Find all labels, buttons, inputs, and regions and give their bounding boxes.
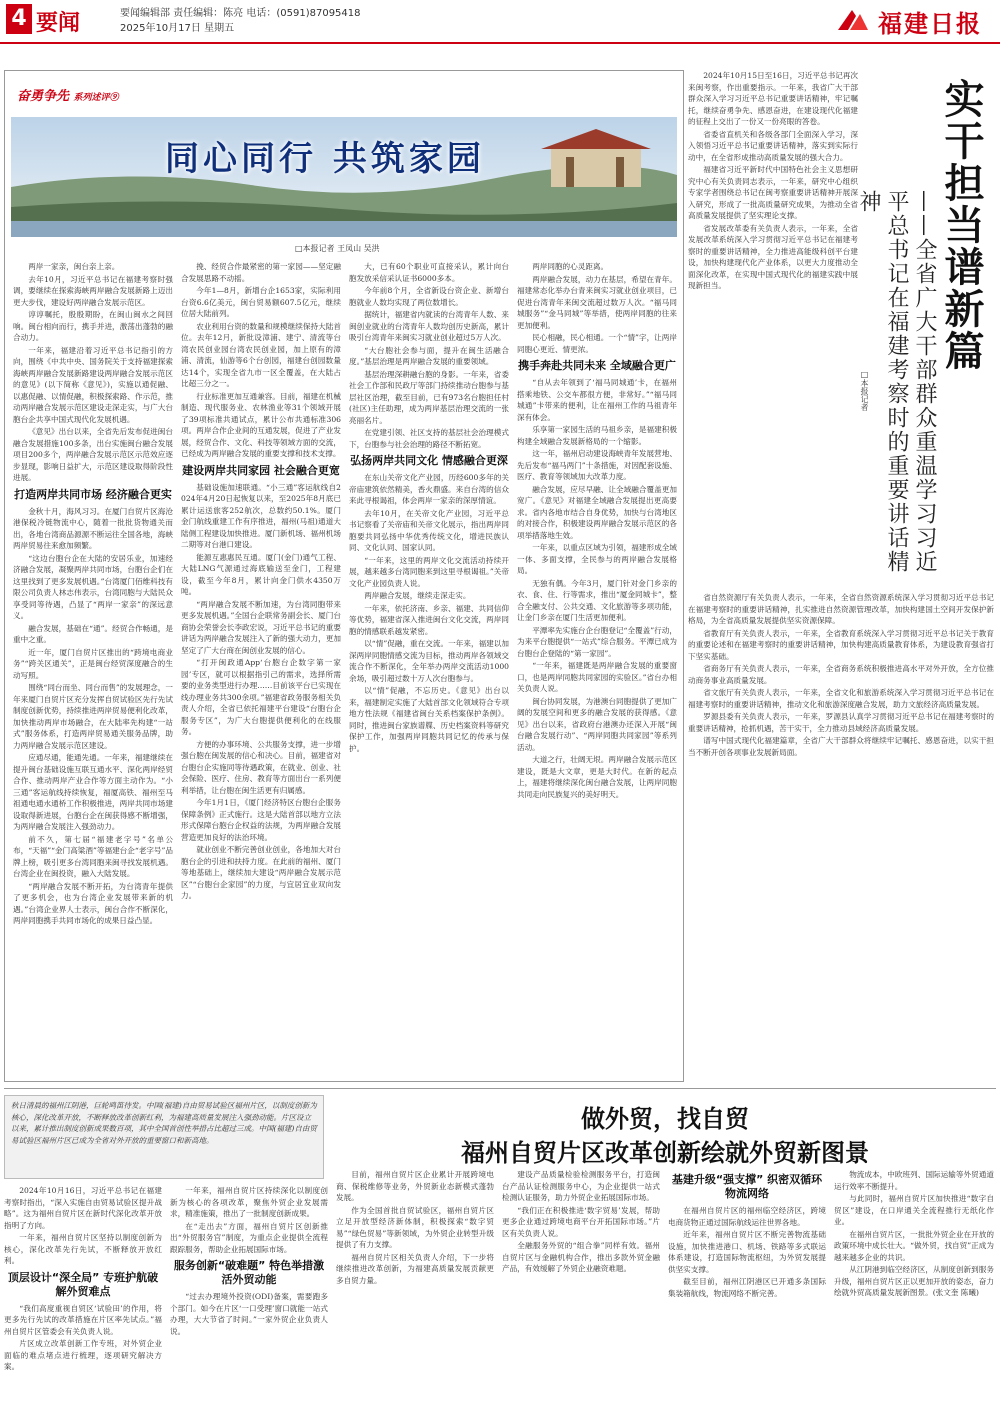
paragraph: 福州自贸片区相关负责人介绍，下一步将继续推进改革创新，为福建高质量发展贡献更多自贸力量。 [336,1252,494,1285]
paragraph: 今年前8个月，全省新设台资企业、新增台胞就业人数均实现了两位数增长。 [349,286,509,307]
paragraph: 一年来，福州自贸片区持续深化以制度创新为核心的各项改革，聚焦外贸企业发展需求，精准施策，推出了一批制度创新成果。 [170,1186,328,1218]
paragraph: “过去办理境外投资(ODI)备案，需要跑多个部门。如今在片区‘一口受理’窗口就能一站式办理，大大节省了时间。”一家外贸企业负责人说。 [170,1292,328,1336]
subheading: 弘扬两岸共同文化 情感融合更深 [350,454,508,467]
main-byline: □本报记者 王凤山 吴洪 [295,244,380,253]
paragraph: “大台胞社会参与面，提升在闽生活融合度。”基层治理是两岸融合发展的重要领域。 [349,345,509,366]
paragraph: 能源互惠惠民互通。厦门(金门)通气工程、大陆LNG气源通过海底输送至金门，工程建设，截至今年8月，累计向金门供水4350万吨。 [181,552,341,596]
paragraph: 省自然资源厅有关负责人表示，一年来，全省自然资源系统深入学习贯彻习近平总书记在福建考察时的重要讲话精神，扎实推进自然资源管理改革，加快构建国土空间开发保护新格局，为全省高质量发展提供坚实资源保障。 [688,593,994,625]
paragraph: 两岸融合发展，动力在基层，希望在青年。福建常态化举办台青来闽实习就业创业项目，已促进台湾青年来闽交流超过数万人次。“福马同城服务”“金马同城”等举措，使两岸同胞的往来更加便利。 [517,274,677,330]
paragraph: “自从去年领到了‘福马同城通’卡，在福州搭乘地铁、公交车都很方便，非常好。”“福马同城通”卡带来的便利，让在福州工作的马祖青年深有体会。 [517,378,677,422]
paragraph: 目前，福州自贸片区企业累计开展跨境电商、保税维修等业务，外贸新业态新模式蓬勃发展。 [336,1170,494,1202]
editor-line: 要闻编辑部 责任编辑：陈亮 电话：(0591)87095418 [120,8,361,19]
main-column-1 [13,261,173,1076]
paragraph: 大道之行，壮阔无垠。两岸融合发展示范区建设，既是大文章，更是大时代。在新的起点上，福建将继续深化闽台融合发展，让两岸同胞共同走向民族复兴的美好明天。 [517,755,677,799]
side-headline: 实干担当谱新篇 [938,78,985,372]
paragraph: “两岸融合发展不断开拓，为台湾青年提供了更多机会，也为台湾企业发展带来新的机遇。”台湾企业界人士表示，闽台合作不断深化，两岸同胞携手共同市场化的成果日益凸显。 [13,881,173,925]
paragraph: 乐享第一家园生活的马祖乡亲，是福建积极构建全域融合发展新格局的一个缩影。 [517,425,677,446]
page-number: 4 [6,4,32,34]
paragraph: 在福州自贸片区，一批批外贸企业在开放的政策环境中成长壮大。“做外贸，找自贸”正成为越来越多企业的共识。 [834,1229,994,1262]
paragraph: “我们高度重视自贸区‘试验田’的作用，将更多先行先试的改革措施在片区率先试点。”福州自贸片区管委会有关负责人说。 [4,1303,162,1336]
paragraph: 去年10月，习近平总书记在福建考察时强调，要继续在探索海峡两岸融合发展新路上迈出更大步伐，建设好两岸融合发展示范区。 [13,274,173,307]
main-article [4,70,684,1082]
paragraph: 两岸融合发展，继续走深走实。 [364,591,471,600]
paragraph: 谆谆嘱托，殷殷期盼，在闽山闽水之间回响。闽台相向而行，携手并进，激荡出蓬勃的融合动力。 [13,310,173,342]
subheading: 建设两岸共同家园 社会融合更宽 [182,463,340,477]
subheading: 打造两岸共同市场 经济融合更实 [14,487,172,501]
paragraph: 物流成本，中欧班列、国际运输等外贸通道运行效率不断提升。 [834,1170,994,1191]
lower-column-4 [502,1169,660,1421]
paragraph: 《意见》出台以来，全省先后发布促进闽台融合发展措施100多条，出台实施闽台融合发展项目200多个，两岸融合发展示范区示范效应逐步显现，影响日益扩大，示范区建设取得阶段性进展。 [13,427,173,482]
paragraph: 截至目前，福州江阴港区已开通多条国际集装箱航线，物流网络不断完善。 [668,1277,826,1298]
paragraph: 这一年，福州启动建设海峡青年发展营地、先后发布“福马两门”十条措施，对因配套设施、医疗、教育等领域加大改革力度。 [517,449,677,481]
paragraph: 今年1—8月，新增台企1653家，实际利用台资6.6亿美元，闽台贸易额607.5亿元，继续位居大陆前列。 [181,286,341,318]
side-subheadline: ——全省广大干部群众重温学习习近平总书记在福建考察时的重要讲话精神 [856,190,937,574]
lower-column-1 [4,1185,162,1421]
series-label [17,85,119,104]
paragraph: “两岸融合发展不断加速，为台湾同胞带来更多发展机遇。”全国台企联常务副会长、厦门台商协会荣誉会长李政宏说，习近平总书记的重要讲话为两岸融合发展注入了新的强大动力，更加坚定了广大台商在闽创业发展的信心。 [181,599,341,655]
paragraph: 一年来，福建沿着习近平总书记指引的方向，围绕《中共中央、国务院关于支持福建探索海峡两岸融合发展新路建设两岸融合发展示范区的意见》(以下简称《意见》)，实施以通促融、以惠促融、以情促融，积极探索路、作示范，推动两岸融合发展示范区建设走深走实，与广大台胞台企共享中国式现代化发展机遇。 [13,345,173,424]
side-column-bottom [688,592,994,1080]
paragraph: 两岸同胞的心灵距离。 [532,262,609,271]
lower-column-5 [668,1169,826,1421]
series-name: 奋勇争先 [17,89,70,104]
paragraph: 融合发展，基础在“通”。经贸合作畅通，是重中之重。 [13,623,173,644]
lower-subheadline: 福州自贸片区改革创新绘就外贸新图景 [461,1138,869,1167]
subheading: 顶层设计“深全局” 专班护航破解外贸难点 [7,1270,159,1298]
paragraph: 平潭率先实施台企台胞登记“全覆盖”行动，为来平台胞提供“一站式”综合服务。平潭已成为台胞台企登陆的“第一家园”。 [517,625,677,658]
paragraph: 省商务厅有关负责人表示，一年来，全省商务系统积极推进高水平对外开放，全方位推动商务事业高质量发展。 [688,664,994,685]
paragraph: 在“走出去”方面，福州自贸片区创新推出“外贸服务官”制度，为重点企业提供全流程跟踪服务，帮助企业拓展国际市场。 [170,1221,328,1254]
subheading: 基建升级“强支撑” 织密双循环物流网络 [671,1173,823,1200]
section-name: 要闻 [36,11,81,36]
lower-column-3 [336,1169,494,1421]
series-tag: 系列述评⑨ [73,93,119,103]
paragraph: “我们正在积极推进‘数字贸易’发展，帮助更多企业通过跨境电商平台开拓国际市场。”片区有关负责人说。 [502,1205,660,1238]
paragraph: 近一年，厦门自贸片区推出的“跨境电商业务”“跨关区通关”，正是闽台经贸深度融合的生动写照。 [13,647,173,680]
paragraph: 在党建引领、社区支持的基层社会治理模式下，台胞参与社会治理的路径不断拓宽。 [349,428,509,449]
main-column-2 [181,261,341,1076]
paragraph: 农业利用台资的数量和规模继续保持大陆首位。去年12月，新批设漳浦、建宁、清流等台湾农民创业园台湾农民创业园，加上原有的漳浦、清流，仙游等6个台创园，福建台创园数量达14个，实现全省九市一区全覆盖，在大陆占比超三分之一。 [181,321,341,388]
paragraph: 罗源县委有关负责人表示，一年来，罗源县认真学习贯彻习近平总书记在福建考察时的重要讲话精神，抢抓机遇，苦干实干，全力推动县域经济高质量发展。 [688,712,994,733]
paragraph: 民心相融，民心相通。一个“情”字，让两岸同胞心更近、情更浓。 [517,333,677,354]
paragraph: 省委省直机关和各级各部门全面深入学习，深入领悟习近平总书记重要讲话精神，落实到实际行动中，在全省形成推动高质量发展的强大合力。 [688,129,858,162]
paragraph: 据统计，福建省内就读的台湾青年人数、来闽创业就业的台湾青年人数均创历史新高，累计吸引台湾青年来闽实习就业创业超过5万人次。 [349,310,509,342]
paragraph: 应通尽通，能通先通。一年来，福建继续在提升闽台基础设施互联互通水平、深化两岸经贸合作、推动两岸产业合作等方面主动作为。“小三通”客运航线持续恢复，福厦高铁、福州至马祖通电通水通桥工作积极推进，两岸共同市场建设取得新进展，台胞台企在闽获得感不断增强，为两岸融合发展注入强劲动力。 [13,753,173,831]
lower-headline: 做外贸，找自贸 [581,1104,749,1133]
paragraph: 无独有偶。今年3月，厦门针对金门乡亲的衣、食、住、行等需求，推出“厦金同城卡”，整合全融支付、公共交通、文化旅游等多项功能，让金门乡亲在厦门生活更加便利。 [517,578,677,622]
paragraph: 基础设施加速联通。“小三通”客运航线自2024年4月20日起恢复以来，至2025年8月底已累计运送旅客252航次，总数约50.1%。厦门金门航线重建工作有序推进，福州(马祖)通道大陆侧工程建设加快推进。厦门新机场、福州机场二期等对台港口建设。 [181,482,341,549]
paragraph: 在福州自贸片区的福州临空经济区，跨境电商货物正通过国际航线运往世界各地。 [668,1206,826,1227]
paragraph: 2024年10月16日，习近平总书记在福建考察时指出，“深入实施自由贸易试验区提升战略”。这为福州自贸片区在新时代深化改革开放指明了方向。 [4,1186,162,1230]
paragraph: 省教育厅有关负责人表示，一年来，全省教育系统深入学习贯彻习近平总书记关于教育的重要论述和在福建考察时的重要讲话精神，加快构建高质量教育体系，为建设教育强省打下坚实基础。 [688,628,994,661]
paragraph: 融合发展，应尽早融、让全域融合覆盖更加宽广。《意见》对福建全域融合发展提出更高要求。省内各地市结合自身优势，加快与台湾地区的对接合作，积极建设两岸融合发展示范区的各项举措落地生效。 [517,484,677,540]
paragraph: 建设产品质量检验检测服务平台，打造闽台产品认证检测服务中心，为企业提供一站式检测认证服务，助力外贸企业拓展国际市场。 [502,1170,660,1202]
paragraph: 前不久，第七届“福建老字号”名单公布，“天福”“金门高粱酒”等福建台企“老字号”品牌上榜，吸引更多台湾同胞来闽寻找发展机遇。台湾企业在闽投资，融入大陆发展。 [13,834,173,878]
lower-column-6 [834,1169,994,1421]
paragraph: “一年来，这里的两岸文化交流活动持续开展，越来越多台湾同胞来到这里寻根谒祖。”关帝文化产业园负责人说。 [349,555,509,588]
paragraph: 一年来，福州自贸片区坚持以制度创新为核心，深化改革先行先试，不断释放开放红利。 [4,1233,162,1265]
paragraph: 围绕“同台而坐、同台而售”的发展理念，一年来厦门自贸片区充分发挥自贸试验区先行先试制度创新优势，持续推进两岸贸易便利化改革，加快推动两岸市场融合，在大陆率先构建“一站式”服务体系，打造两岸贸易通关服务品牌，助力两岸融合发展示范区建设。 [13,683,173,750]
paragraph: 全融服务外贸的“组合拳”同样有效。福州自贸片区与金融机构合作，推出多款外贸金融产品，有效缓解了外贸企业融资难题。 [502,1241,660,1273]
paragraph: 福建省习近平新时代中国特色社会主义思想研究中心有关负责同志表示，一年来，研究中心组织专家学者围绕总书记在闽考察重要讲话精神开展深入研究，形成了一批高质量研究成果，为推动全省高质量发展提供了坚实理论支撑。 [688,165,858,220]
paragraph: “一年来，福建既是两岸融合发展的重要窗口，也是两岸同胞共同家园的实验区。”省台办相关负责人说。 [517,661,677,693]
subheading: 携手奔赴共同未来 全域融合更广 [518,359,676,372]
main-column-3 [349,261,509,1076]
paragraph: 去年10月，在关帝文化产业园，习近平总书记察看了关帝庙和关帝文化展示，指出两岸同胞要共同弘扬中华优秀传统文化，增进民族认同、文化认同、国家认同。 [349,508,509,552]
paragraph: 大，已有60个职业可直接采认，累计向台胞发放采信采认证书6000多本。 [349,262,509,283]
paragraph: 闽台协同发展，为港澳台同胞提供了更加广阔的发展空间和更多的融合发展的获得感。《意见》出台以来，省政府台港澳办还深入开展“闽台融合发展行动”、“两岸同胞共同家园”等系列活动。 [517,696,677,752]
paragraph: 一年来，以重点区域为引领，福建形成全域一体、多面支撑，全民参与的两岸融合发展格局。 [517,543,677,575]
lower-column-2 [170,1185,328,1421]
paragraph: 金秋十月，海风习习。在厦门自贸片区海沧港保税冷链物流中心，随着一批批货物通关而出，各地台湾商品源源不断运往全国各地，海峡两岸贸易往来愈加频繁。 [13,506,173,550]
paragraph: 两岸一家亲，闽台亲上亲。 [28,262,120,271]
lower-lead: 秋日清晨的福州江阴港，巨轮鸣笛待发。中国(福建)自由贸易试验区福州片区，以制度创新为核心，深化改革开放，不断释放改革创新红利，为福建高质量发展注入强劲动能。片区设立以来，累计推出制度创新成果数百项，其中全国首创性举措占比超过三成。中国(福建)自由贸易试验区福州片区已成为全省对外开放的重要窗口和新高地。 [4,1095,324,1179]
main-column-4 [517,261,677,1076]
newspaper-name: 福建日报 [878,9,982,38]
paragraph: 方便的办事环境、公共服务支撑，进一步增强台胞在闽发展的信心和决心。目前，福建省对台胞台企实施同等待遇政策，在就业、创业、社会保险、医疗、住房、教育等方面出台一系列便利举措，让台胞在闽生活更有归属感。 [181,739,341,795]
paragraph: 在东山关帝文化产业园，历经600多年的关帝庙建筑依然精美，香火鼎盛。来自台湾的信众来此寻根谒祖，体会两岸一家亲的深厚情谊。 [349,473,509,505]
paragraph: 省发展改革委有关负责人表示，一年来，全省发展改革系统深入学习贯彻习近平总书记在福建考察时的重要讲话精神，全力推进高能级科创平台建设，加快构建现代化产业体系，以更大力度推动全面深化改革，在实现中国式现代化的福建实践中展现新担当。 [688,223,858,290]
paragraph: 谱写中国式现代化福建篇章，全省广大干部群众将继续牢记嘱托、感恩奋进，以实干担当不断开创各项事业发展新局面。 [688,736,994,757]
paragraph: 从江阴港到临空经济区，从制度创新到服务升级，福州自贸片区正以更加开放的姿态，奋力绘就外贸高质量发展新图景。(张文奎 陈曦) [834,1265,994,1297]
side-column-top [688,70,858,370]
paragraph: 行业标准更加互通兼容。目前，福建在机械制造、现代服务业、农林渔业等31个领域开展了39项标准共通试点，累计公布共通标准306项。两岸合作企业间的互通发展，促进了产业发展，经贸合作、文化、科技等领域方面的交流，已经成为两岸融合发展的重要支撑和技术支撑。 [181,391,341,458]
paragraph: 以“情”促融，不忘历史。《意见》出台以来，福建制定实施了大陆首部文化领域符合专项地方性法规《福建省闽台关系档案保护条例》。同时，推进闽台家族谱牒、历史档案资料等研究保护工作，加强两岸同胞共同记忆的传承与保护。 [349,686,509,753]
paragraph: “这边台胞台企在大陆的安居乐业，加速经济融合发展，凝聚两岸共同市场，台胞台企们在这里找到了更多发展机遇。”台湾厦门佰维科技有限公司负责人林志伟表示，台湾同胞与大陆民众享受同等待遇，凸显了“两岸一家亲”的深远意义。 [13,553,173,620]
paragraph: “打开闽政通App‘台胞台企数字第一家园’专区，就可以根据指引己的需求，选择所需要的业务类型进行办理……目前该平台已实现在线办理业务共300余项。”福建省政务服务相关负责人介绍，全省已依托福建平台建设“台胞台企服务专区”，为广大台胞提供便利化的在线服务。 [181,658,341,736]
paragraph: 一年来，依托济南、乡亲、福建、共同信仰等优势，福建省深入推进闽台文化交流，两岸同胞的情感联系越发紧密。 [349,603,509,636]
paragraph: 2024年10月15日至16日，习近平总书记再次来闽考察，作出重要指示。一年来，我省广大干部群众深入学习习近平总书记重要讲话精神，牢记嘱托，继续奋勇争先、感恩奋进，在建设现代化福建的征程上交出了一份又一份亮眼的答卷。 [688,71,858,126]
paragraph: 就业创业不断完善创业创业，各地加大对台胞台企的引进和扶持力度。在此前的福州、厦门等地基础上，继续加大建设“两岸融合发展示范区”“台胞台企家园”的力度，与宜居宜业双向发力。 [181,845,341,900]
date-line: 2025年10月17日 星期五 [120,23,235,34]
side-byline: □本报记者 [860,370,869,411]
lower-article [4,1088,996,1424]
paragraph: 近年来，福州自贸片区不断完善物流基础设施，加快推进港口、机场、铁路等多式联运体系建设，打造国际物流枢纽，为外贸发展提供坚实支撑。 [668,1230,826,1274]
paragraph: 作为全国首批自贸试验区，福州自贸片区立足开放型经济新体制，积极探索“数字贸易”“绿色贸易”等新领域，为外贸企业转型升级提供了有力支撑。 [336,1205,494,1249]
main-headline: 同心同行 共筑家园 [165,139,485,179]
paragraph: 基层治理深耕融台胞的身影。一年来，省委社会工作部和民政厅等部门持续推动台胞参与基层社区治理，截至目前，已有973名台胞担任村(社区)主任助理，成为两岸基层治理交流的一张亮丽名片。 [349,369,509,425]
newspaper-logo-icon [836,6,870,34]
paragraph: 以“情”促融，重在交流。一年来，福建以加深两岸同胞情感交流为目标，推动两岸各领域交流合作不断深化，全年举办两岸交流活动1000余场，吸引超过数十万人次台胞参与。 [349,639,509,683]
paragraph: 与此同时，福州自贸片区加快推进“数字自贸区”建设，在口岸通关全流程推行无纸化作业。 [834,1194,994,1226]
side-article [688,70,996,1082]
paragraph: 今年1月1日，《厦门经济特区台胞台企服务保障条例》正式施行。这是大陆首部以地方立法形式保障台胞台企权益的法规，为两岸融合发展营造更加良好的法治环境。 [181,798,341,842]
header-meta [120,6,361,36]
paragraph: 挽、经贸合作最紧密的第一家园——坚定融合发展思路不动摇。 [181,262,341,283]
subheading: 服务创新“破难题” 特色举措激活外贸动能 [173,1259,325,1286]
paragraph: 片区成立改革创新工作专班，对外贸企业面临的难点堵点进行梳理，逐项研究解决方案。 [4,1339,162,1371]
paragraph: 省文旅厅有关负责人表示，一年来，全省文化和旅游系统深入学习贯彻习近平总书记在福建考察时的重要讲话精神，推动文化和旅游深度融合发展，助力文旅经济高质量发展。 [688,688,994,709]
page-header [0,0,1000,44]
